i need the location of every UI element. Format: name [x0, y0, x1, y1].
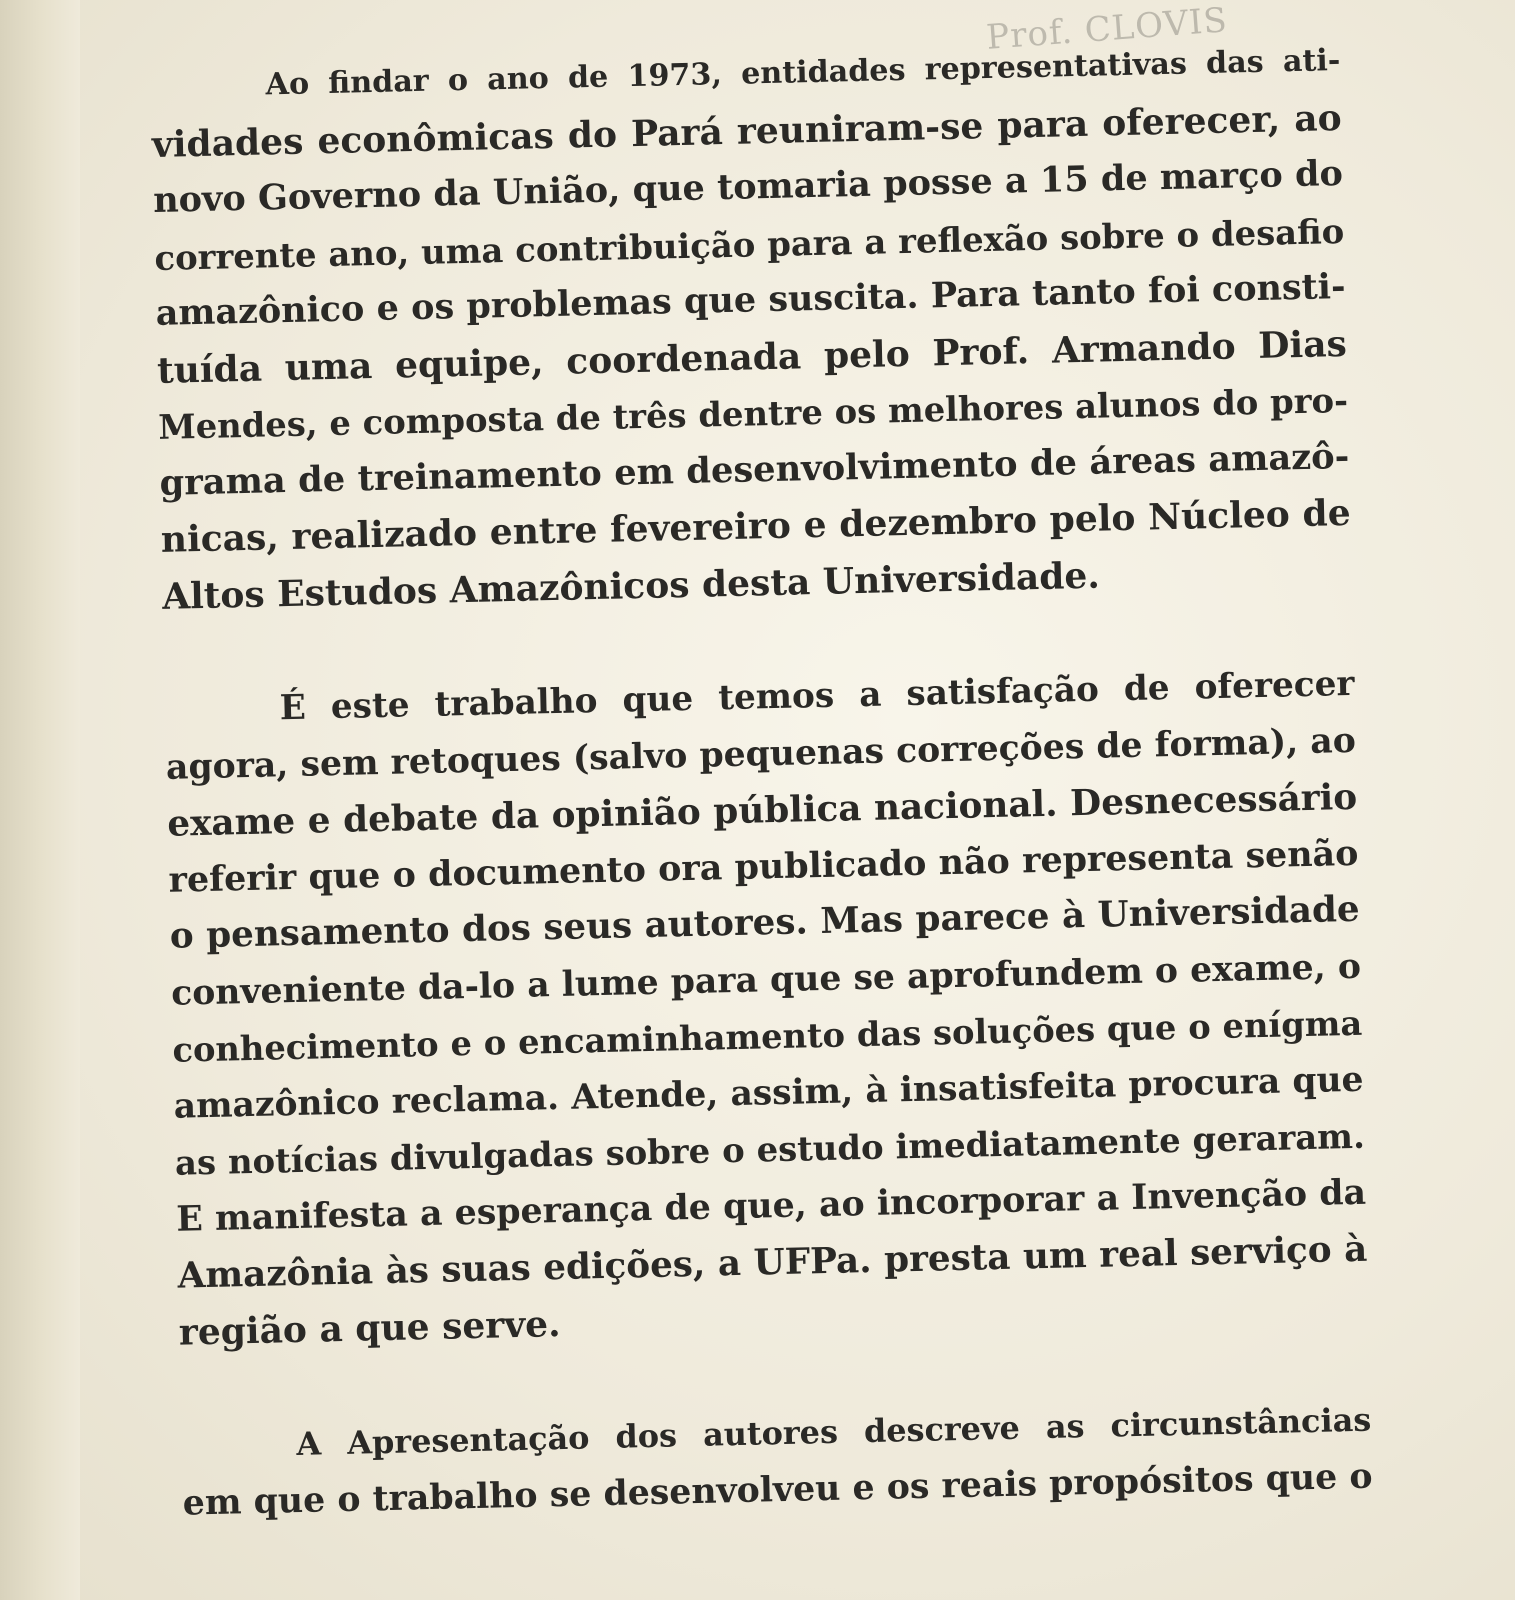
text-line: É este trabalho que temos a satisfação de oferecer [279, 663, 1355, 729]
text-line: novo Governo da União, que tomaria posse a 15 de março do [152, 152, 1344, 221]
text-line: nicas, realizado entre fevereiro e dezembro pelo Núcleo de [160, 491, 1352, 561]
text-line: referir que o documento ora publicado não representa senão [168, 832, 1359, 901]
text-line: amazônico e os problemas que suscita. Para tanto foi consti- [155, 265, 1346, 334]
text-line: E manifesta a esperança de que, ao incorporar a Invenção da [175, 1171, 1367, 1240]
text-line: exame e debate da opinião pública nacional. Desnecessário [166, 775, 1358, 845]
text-line: conhecimento e o encaminhamento das soluções que o enígma [172, 1002, 1363, 1070]
body-text [150, 33, 1374, 1590]
text-line: região a que serve. [178, 1302, 561, 1354]
text-line: o pensamento dos seus autores. Mas parece à Universidade [169, 888, 1361, 957]
text-line: amazônico reclama. Atende, assim, à insatisfeita procura que [173, 1059, 1364, 1127]
running-header-bleedthrough: Prof. CLOVIS [985, 0, 1230, 58]
text-line: Mendes, e composta de três dentre os melhores alunos do pro- [157, 379, 1349, 447]
text-line: conveniente da-lo a lume para que se aprofundem o exame, o [170, 946, 1362, 1014]
text-line: em que o trabalho se desenvolveu e os reais propósitos que o [182, 1455, 1373, 1524]
text-line: Amazônia às suas edições, a UFPa. presta um real serviço à [177, 1227, 1368, 1297]
text-line: corrente ano, uma contribuição para a reflexão sobre o desafio [154, 210, 1345, 278]
text-line: A Apresentação dos autores descreve as circunstâncias [296, 1400, 1372, 1464]
text-line: Ao findar o ano de 1973, entidades representativas das ati- [265, 42, 1341, 103]
page-gutter-shadow [0, 0, 80, 1600]
text-line: vidades econômicas do Pará reuniram-se para oferecer, ao [151, 96, 1343, 166]
text-line: tuída uma equipe, coordenada pelo Prof. Armando Dias [156, 322, 1348, 392]
text-line: Altos Estudos Amazônicos desta Universidade. [161, 554, 1101, 618]
paragraph-2 [164, 656, 1369, 1361]
paragraph-1 [150, 33, 1353, 625]
text-line: grama de treinamento em desenvolvimento de áreas amazô- [159, 435, 1350, 504]
text-line: as notícias divulgadas sobre o estudo imediatamente geraram. [174, 1115, 1366, 1183]
paragraph-3 [181, 1392, 1373, 1532]
text-line: agora, sem retoques (salvo pequenas correções de forma), ao [165, 720, 1357, 788]
